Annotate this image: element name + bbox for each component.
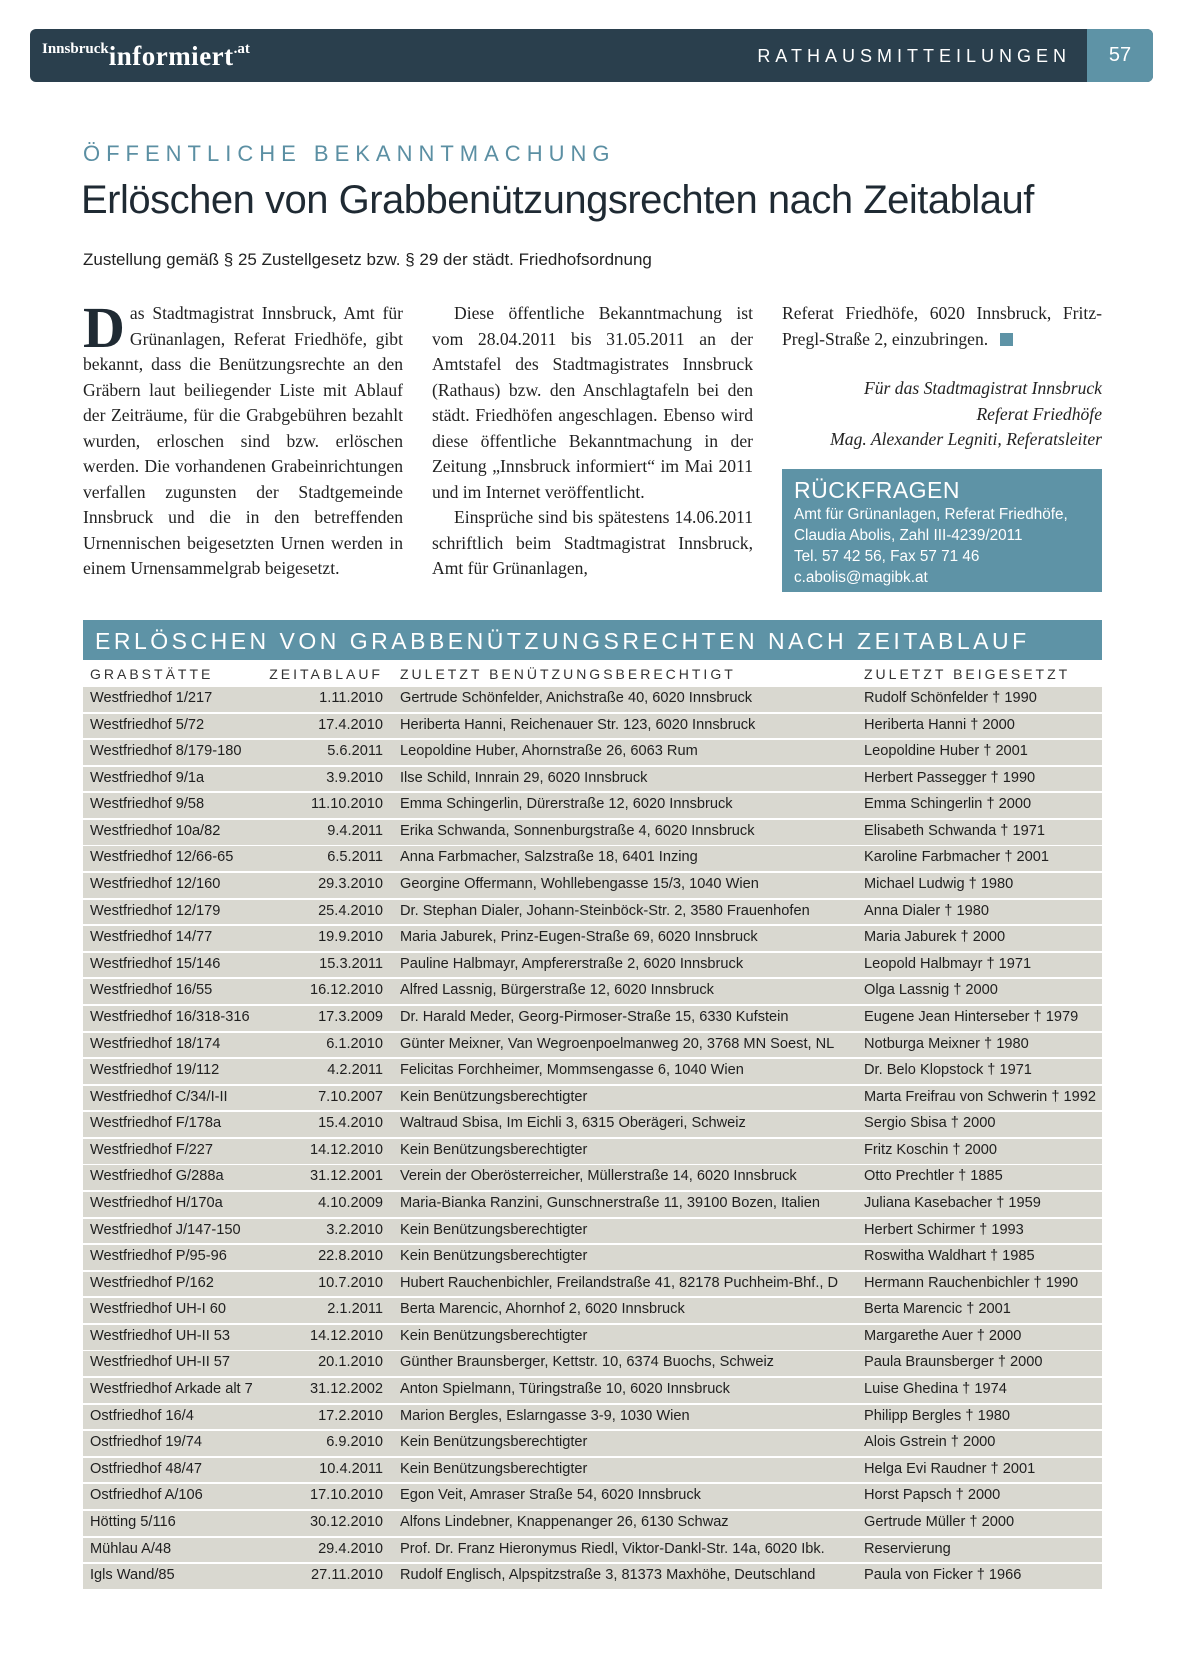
cell-grabstaette: Westfriedhof 18/174 — [90, 1035, 221, 1052]
cell-beigesetzt: Rudolf Schönfelder † 1990 — [864, 690, 1037, 706]
cell-beigesetzt: Olga Lassnig † 2000 — [864, 982, 998, 999]
cell-grabstaette: Westfriedhof H/170a — [90, 1194, 223, 1211]
cell-grabstaette: Westfriedhof 12/179 — [90, 902, 221, 919]
cell-grabstaette: Westfriedhof 15/146 — [90, 955, 221, 972]
cell-benuetzungsberechtigt: Hubert Rauchenbichler, Freilandstraße 41, 82178 Puchheim-Bhf., D — [400, 1274, 839, 1291]
cell-benuetzungsberechtigt: Dr. Harald Meder, Georg-Pirmoser-Straße 15, 6330 Kufstein — [400, 1008, 789, 1025]
cell-zeitablauf: 11.10.2010 — [311, 796, 383, 813]
cell-zeitablauf: 31.12.2001 — [309, 1168, 383, 1185]
table-row — [83, 714, 1102, 739]
cell-beigesetzt: Berta Marencic † 2001 — [864, 1301, 1011, 1318]
cell-zeitablauf: 6.5.2011 — [327, 849, 383, 866]
cell-benuetzungsberechtigt: Günter Meixner, Van Wegroenpoelmanweg 20, 3768 MN Soest, NL — [400, 1035, 835, 1052]
table-row — [83, 1245, 1102, 1270]
cell-grabstaette: Westfriedhof 5/72 — [90, 716, 205, 733]
cell-beigesetzt: Sergio Sbisa † 2000 — [864, 1115, 996, 1132]
cell-benuetzungsberechtigt: Heriberta Hanni, Reichenauer Str. 123, 6020 Innsbruck — [400, 716, 756, 733]
cell-benuetzungsberechtigt: Alfred Lassnig, Bürgerstraße 12, 6020 Innsbruck — [400, 982, 714, 999]
cell-zeitablauf: 14.12.2010 — [309, 1327, 383, 1344]
cell-grabstaette: Westfriedhof J/147-150 — [90, 1221, 241, 1238]
cell-benuetzungsberechtigt: Emma Schingerlin, Dürerstraße 12, 6020 Innsbruck — [400, 796, 733, 813]
cell-grabstaette: Westfriedhof 14/77 — [90, 929, 213, 946]
table-row — [83, 1112, 1102, 1137]
cell-benuetzungsberechtigt: Anna Farbmacher, Salzstraße 18, 6401 Inzing — [400, 849, 698, 866]
cell-grabstaette: Mühlau A/48 — [90, 1540, 172, 1557]
cell-benuetzungsberechtigt: Alfons Lindebner, Knappenanger 26, 6130 Schwaz — [400, 1513, 729, 1530]
contact-email: c.abolis@magibk.at — [794, 569, 928, 586]
table-row — [83, 1458, 1102, 1483]
contact-line-2: Claudia Abolis, Zahl III-4239/2011 — [794, 527, 1023, 544]
cell-zeitablauf: 19.9.2010 — [318, 929, 383, 946]
cell-zeitablauf: 17.4.2010 — [318, 716, 383, 733]
cell-zeitablauf: 25.4.2010 — [318, 902, 383, 919]
cell-benuetzungsberechtigt: Marion Bergles, Eslarngasse 3-9, 1030 Wien — [400, 1407, 690, 1424]
cell-zeitablauf: 4.2.2011 — [327, 1062, 383, 1079]
logo-prefix: Innsbruck — [42, 41, 109, 57]
cell-benuetzungsberechtigt: Egon Veit, Amraser Straße 54, 6020 Innsbruck — [400, 1487, 701, 1504]
cell-beigesetzt: Dr. Belo Klopstock † 1971 — [864, 1062, 1032, 1079]
table-row — [83, 1219, 1102, 1244]
cell-grabstaette: Ostfriedhof 16/4 — [90, 1407, 194, 1424]
table-row — [83, 820, 1102, 845]
cell-grabstaette: Ostfriedhof 48/47 — [90, 1460, 202, 1477]
table-row — [83, 1272, 1102, 1297]
cell-benuetzungsberechtigt: Kein Benützungsberechtigter — [400, 1221, 588, 1238]
cell-beigesetzt: Helga Evi Raudner † 2001 — [864, 1460, 1036, 1477]
cell-benuetzungsberechtigt: Pauline Halbmayr, Ampfererstraße 2, 6020 Innsbruck — [400, 955, 744, 972]
cell-benuetzungsberechtigt: Gertrude Schönfelder, Anichstraße 40, 6020 Innsbruck — [400, 690, 753, 706]
cell-beigesetzt: Hermann Rauchenbichler † 1990 — [864, 1274, 1079, 1291]
cell-benuetzungsberechtigt: Prof. Dr. Franz Hieronymus Riedl, Viktor-Dankl-Str. 14a, 6020 Ibk. — [400, 1540, 825, 1557]
cell-grabstaette: Westfriedhof 19/112 — [90, 1062, 220, 1079]
table-row — [83, 1431, 1102, 1456]
cell-grabstaette: Westfriedhof 1/217 — [90, 690, 213, 706]
cell-grabstaette: Westfriedhof C/34/I-II — [90, 1088, 228, 1105]
cell-beigesetzt: Leopoldine Huber † 2001 — [864, 743, 1028, 760]
cell-beigesetzt: Fritz Koschin † 2000 — [864, 1141, 998, 1158]
table-row — [83, 1405, 1102, 1430]
cell-zeitablauf: 17.2.2010 — [318, 1407, 383, 1424]
cell-zeitablauf: 20.1.2010 — [318, 1354, 383, 1371]
header-beigesetzt: ZULETZT BEIGESETZT — [864, 666, 1071, 682]
page-number: 57 — [1087, 29, 1153, 82]
text-column-3 — [782, 301, 1102, 453]
table-row — [83, 1325, 1102, 1350]
cell-benuetzungsberechtigt: Dr. Stephan Dialer, Johann-Steinböck-Str. 2, 3580 Frauenhofen — [400, 902, 810, 919]
cell-beigesetzt: Horst Papsch † 2000 — [864, 1487, 1001, 1504]
cell-zeitablauf: 30.12.2010 — [309, 1513, 383, 1530]
paragraph-2: Diese öffentliche Bekanntmachung ist vom 28.04.2011 bis 31.05.2011 an der Amtstafel des Stadtmagistrates Innsbruck (Rathaus) bzw. den Anschlagtafeln bei den städt. Friedhöfen angeschlagen. Ebenso wird diese öffentliche Bekanntmachung in der Zeitung „Innsbruck informiert“ im Mai 2011 und im Internet veröffentlicht. — [432, 303, 753, 502]
cell-zeitablauf: 29.4.2010 — [318, 1540, 383, 1557]
table-row — [83, 1006, 1102, 1031]
logo-suffix: .at — [233, 41, 250, 57]
cell-zeitablauf: 2.1.2011 — [327, 1301, 383, 1318]
cell-grabstaette: Westfriedhof P/162 — [90, 1274, 214, 1291]
table-row — [83, 1059, 1102, 1084]
paragraph-1 — [83, 295, 403, 582]
table-row — [83, 1086, 1102, 1111]
cell-grabstaette: Westfriedhof 9/1a — [90, 769, 205, 786]
table-row — [83, 1033, 1102, 1058]
cell-grabstaette: Westfriedhof 16/55 — [90, 982, 213, 999]
cell-zeitablauf: 17.10.2010 — [309, 1487, 383, 1504]
publication-logo — [42, 41, 250, 72]
cell-benuetzungsberechtigt: Felicitas Forchheimer, Mommsengasse 6, 1040 Wien — [400, 1062, 744, 1079]
paragraph-1-text: as Stadtmagistrat Innsbruck, Amt für Grünanlagen, Referat Friedhöfe, gibt bekannt, dass die Benützungsrechte an den Gräbern laut beiliegender Liste mit Ablauf der Zeiträume, für die Grabgebühren bezahlt wurden, erloschen sind bzw. erlöschen werden. Die vorhandenen Grabeinrichtungen verfallen zugunsten der Stadtgemeinde Innsbruck und die in den betreffenden Urnennischen beigesetzten Urnen werden in einem Urnensammelgrab beigesetzt. — [83, 303, 403, 578]
cell-zeitablauf: 27.11.2010 — [311, 1567, 383, 1584]
cell-zeitablauf: 14.12.2010 — [309, 1141, 383, 1158]
cell-grabstaette: Westfriedhof UH-I 60 — [90, 1301, 226, 1318]
cell-grabstaette: Westfriedhof UH-II 57 — [90, 1354, 231, 1371]
table-body — [83, 687, 1102, 1591]
cell-benuetzungsberechtigt: Kein Benützungsberechtigter — [400, 1141, 588, 1158]
cell-grabstaette: Ostfriedhof A/106 — [90, 1487, 203, 1504]
cell-grabstaette: Westfriedhof 9/58 — [90, 796, 205, 813]
cell-beigesetzt: Philipp Bergles † 1980 — [864, 1407, 1011, 1424]
cell-zeitablauf: 6.9.2010 — [326, 1434, 383, 1451]
cell-beigesetzt: Karoline Farbmacher † 2001 — [864, 849, 1049, 866]
article-title: Erlöschen von Grabbenützungsrechten nach Zeitablauf — [81, 178, 1034, 222]
cell-beigesetzt: Paula Braunsberger † 2000 — [864, 1354, 1043, 1371]
cell-beigesetzt: Marta Freifrau von Schwerin † 1992 — [864, 1088, 1096, 1105]
logo-main: informiert — [108, 41, 234, 71]
table-row — [83, 1298, 1102, 1323]
paragraph-4 — [782, 301, 1102, 352]
cell-beigesetzt: Reservierung — [864, 1540, 951, 1557]
cell-zeitablauf: 29.3.2010 — [318, 876, 383, 893]
cell-beigesetzt: Michael Ludwig † 1980 — [864, 876, 1014, 893]
header-bar — [30, 29, 1153, 82]
cell-benuetzungsberechtigt: Günther Braunsberger, Kettstr. 10, 6374 Buochs, Schweiz — [400, 1354, 774, 1371]
cell-zeitablauf: 15.4.2010 — [318, 1115, 383, 1132]
table-header — [83, 662, 1102, 685]
contact-line-1: Amt für Grünanlagen, Referat Friedhöfe, — [794, 506, 1068, 523]
table-row — [83, 793, 1102, 818]
cell-grabstaette: Westfriedhof 10a/82 — [90, 822, 221, 839]
cell-grabstaette: Westfriedhof 16/318-316 — [90, 1008, 250, 1025]
cell-grabstaette: Westfriedhof 12/66-65 — [90, 849, 234, 866]
cell-grabstaette: Westfriedhof G/288a — [90, 1168, 224, 1185]
cell-beigesetzt: Alois Gstrein † 2000 — [864, 1434, 996, 1451]
cell-zeitablauf: 5.6.2011 — [327, 743, 383, 760]
cell-grabstaette: Westfriedhof F/227 — [90, 1141, 214, 1158]
cell-grabstaette: Westfriedhof 8/179-180 — [90, 743, 242, 760]
cell-grabstaette: Westfriedhof F/178a — [90, 1115, 222, 1132]
cell-zeitablauf: 10.4.2011 — [319, 1460, 383, 1477]
header-zeitablauf: ZEITABLAUF — [269, 666, 383, 682]
table-row — [83, 873, 1102, 898]
table-row — [83, 1351, 1102, 1376]
cell-grabstaette: Ostfriedhof 19/74 — [90, 1434, 202, 1451]
cell-zeitablauf: 10.7.2010 — [318, 1274, 383, 1291]
cell-benuetzungsberechtigt: Verein der Oberösterreicher, Müllerstraße 14, 6020 Innsbruck — [400, 1168, 797, 1185]
cell-beigesetzt: Roswitha Waldhart † 1985 — [864, 1248, 1035, 1265]
cell-beigesetzt: Paula von Ficker † 1966 — [864, 1567, 1022, 1584]
cell-zeitablauf: 9.4.2011 — [327, 822, 383, 839]
signature-line-3: Mag. Alexander Legniti, Referatsleiter — [830, 429, 1102, 449]
cell-zeitablauf: 17.3.2009 — [318, 1008, 383, 1025]
cell-beigesetzt: Emma Schingerlin † 2000 — [864, 796, 1032, 813]
table-row — [83, 926, 1102, 951]
cell-benuetzungsberechtigt: Kein Benützungsberechtigter — [400, 1327, 588, 1344]
table-row — [83, 1511, 1102, 1536]
table-row — [83, 1484, 1102, 1509]
cell-beigesetzt: Elisabeth Schwanda † 1971 — [864, 822, 1045, 839]
cell-grabstaette: Igls Wand/85 — [90, 1567, 175, 1584]
contact-heading: RÜCKFRAGEN — [794, 477, 961, 503]
cell-zeitablauf: 16.12.2010 — [309, 982, 383, 999]
cell-grabstaette: Hötting 5/116 — [90, 1513, 176, 1530]
table-row — [83, 1139, 1102, 1164]
cell-grabstaette: Westfriedhof P/95-96 — [90, 1248, 227, 1265]
text-column-2 — [432, 301, 753, 582]
table-row — [83, 953, 1102, 978]
text-column-1 — [83, 295, 403, 582]
table-row — [83, 979, 1102, 1004]
cell-beigesetzt: Luise Ghedina † 1974 — [864, 1381, 1007, 1398]
cell-grabstaette: Westfriedhof Arkade alt 7 — [90, 1381, 253, 1398]
cell-zeitablauf: 3.2.2010 — [326, 1221, 383, 1238]
cell-zeitablauf: 7.10.2007 — [318, 1088, 383, 1105]
cell-benuetzungsberechtigt: Kein Benützungsberechtigter — [400, 1460, 588, 1477]
table-row — [83, 740, 1102, 765]
signature-line-1: Für das Stadtmagistrat Innsbruck — [863, 378, 1102, 398]
cell-beigesetzt: Herbert Passegger † 1990 — [864, 769, 1036, 786]
cell-benuetzungsberechtigt: Waltraud Sbisa, Im Eichli 3, 6315 Oberägeri, Schweiz — [400, 1115, 746, 1132]
header-grabstaette: GRABSTÄTTE — [90, 666, 214, 682]
cell-grabstaette: Westfriedhof 12/160 — [90, 876, 221, 893]
cell-beigesetzt: Heriberta Hanni † 2000 — [864, 716, 1015, 733]
table-title: ERLÖSCHEN VON GRABBENÜTZUNGSRECHTEN NACH ZEITABLAUF — [83, 620, 1102, 660]
article-subtitle: Zustellung gemäß § 25 Zustellgesetz bzw. § 29 der städt. Friedhofsordnung — [83, 250, 652, 269]
cell-beigesetzt: Juliana Kasebacher † 1959 — [864, 1194, 1041, 1211]
cell-beigesetzt: Notburga Meixner † 1980 — [864, 1035, 1029, 1052]
cell-beigesetzt: Eugene Jean Hinterseber † 1979 — [864, 1008, 1079, 1025]
article-kicker: ÖFFENTLICHE BEKANNTMACHUNG — [83, 141, 616, 166]
cell-zeitablauf: 1.11.2010 — [319, 690, 383, 706]
header-benuetzungsberechtigt: ZULETZT BENÜTZUNGSBERECHTIGT — [400, 666, 736, 682]
cell-benuetzungsberechtigt: Kein Benützungsberechtigter — [400, 1248, 588, 1265]
table-row — [83, 687, 1102, 712]
table-row — [83, 1378, 1102, 1403]
signature-block — [782, 376, 1102, 453]
cell-benuetzungsberechtigt: Maria Jaburek, Prinz-Eugen-Straße 69, 6020 Innsbruck — [400, 929, 758, 946]
cell-benuetzungsberechtigt: Erika Schwanda, Sonnenburgstraße 4, 6020 Innsbruck — [400, 822, 755, 839]
section-label: RATHAUSMITTEILUNGEN — [757, 46, 1071, 66]
cell-beigesetzt: Anna Dialer † 1980 — [864, 902, 989, 919]
table-row — [83, 767, 1102, 792]
cell-benuetzungsberechtigt: Rudolf Englisch, Alpspitzstraße 3, 81373 Maxhöhe, Deutschland — [400, 1567, 816, 1584]
table-row — [83, 900, 1102, 925]
contact-line-3: Tel. 57 42 56, Fax 57 71 46 — [794, 548, 980, 565]
table-row — [83, 1538, 1102, 1563]
cell-zeitablauf: 22.8.2010 — [318, 1248, 383, 1265]
cell-benuetzungsberechtigt: Kein Benützungsberechtigter — [400, 1434, 588, 1451]
cell-benuetzungsberechtigt: Georgine Offermann, Wohllebengasse 15/3, 1040 Wien — [400, 876, 759, 893]
cell-benuetzungsberechtigt: Leopoldine Huber, Ahornstraße 26, 6063 Rum — [400, 743, 698, 760]
cell-zeitablauf: 31.12.2002 — [309, 1381, 383, 1398]
cell-grabstaette: Westfriedhof UH-II 53 — [90, 1327, 231, 1344]
contact-box — [782, 469, 1102, 592]
table-row — [83, 1192, 1102, 1217]
cell-beigesetzt: Herbert Schirmer † 1993 — [864, 1221, 1024, 1238]
cell-beigesetzt: Maria Jaburek † 2000 — [864, 929, 1006, 946]
cell-benuetzungsberechtigt: Kein Benützungsberechtigter — [400, 1088, 588, 1105]
cell-zeitablauf: 3.9.2010 — [326, 769, 383, 786]
table-row — [83, 1564, 1102, 1589]
cell-beigesetzt: Gertrude Müller † 2000 — [864, 1513, 1015, 1530]
signature-line-2: Referat Friedhöfe — [976, 403, 1102, 424]
table-row — [83, 1165, 1102, 1190]
cell-benuetzungsberechtigt: Anton Spielmann, Türingstraße 10, 6020 Innsbruck — [400, 1381, 730, 1398]
cell-benuetzungsberechtigt: Ilse Schild, Innrain 29, 6020 Innsbruck — [400, 769, 648, 786]
cell-zeitablauf: 15.3.2011 — [319, 955, 383, 972]
paragraph-4-text: Referat Friedhöfe, 6020 Innsbruck, Fritz-Pregl-Straße 2, einzubringen. — [782, 303, 1102, 349]
drop-cap: D — [83, 295, 125, 360]
cell-beigesetzt: Otto Prechtler † 1885 — [864, 1168, 1003, 1185]
cell-beigesetzt: Leopold Halbmayr † 1971 — [864, 955, 1032, 972]
table-row — [83, 846, 1102, 871]
cell-beigesetzt: Margarethe Auer † 2000 — [864, 1327, 1022, 1344]
paragraph-3: Einsprüche sind bis spätestens 14.06.2011 schriftlich beim Stadtmagistrat Innsbruck, Amt für Grünanlagen, — [432, 507, 753, 578]
end-mark-icon — [1000, 333, 1013, 346]
cell-zeitablauf: 6.1.2010 — [326, 1035, 383, 1052]
cell-benuetzungsberechtigt: Berta Marencic, Ahornhof 2, 6020 Innsbruck — [400, 1301, 685, 1318]
cell-zeitablauf: 4.10.2009 — [318, 1194, 383, 1211]
cell-benuetzungsberechtigt: Maria-Bianka Ranzini, Gunschnerstraße 11, 39100 Bozen, Italien — [400, 1194, 820, 1211]
